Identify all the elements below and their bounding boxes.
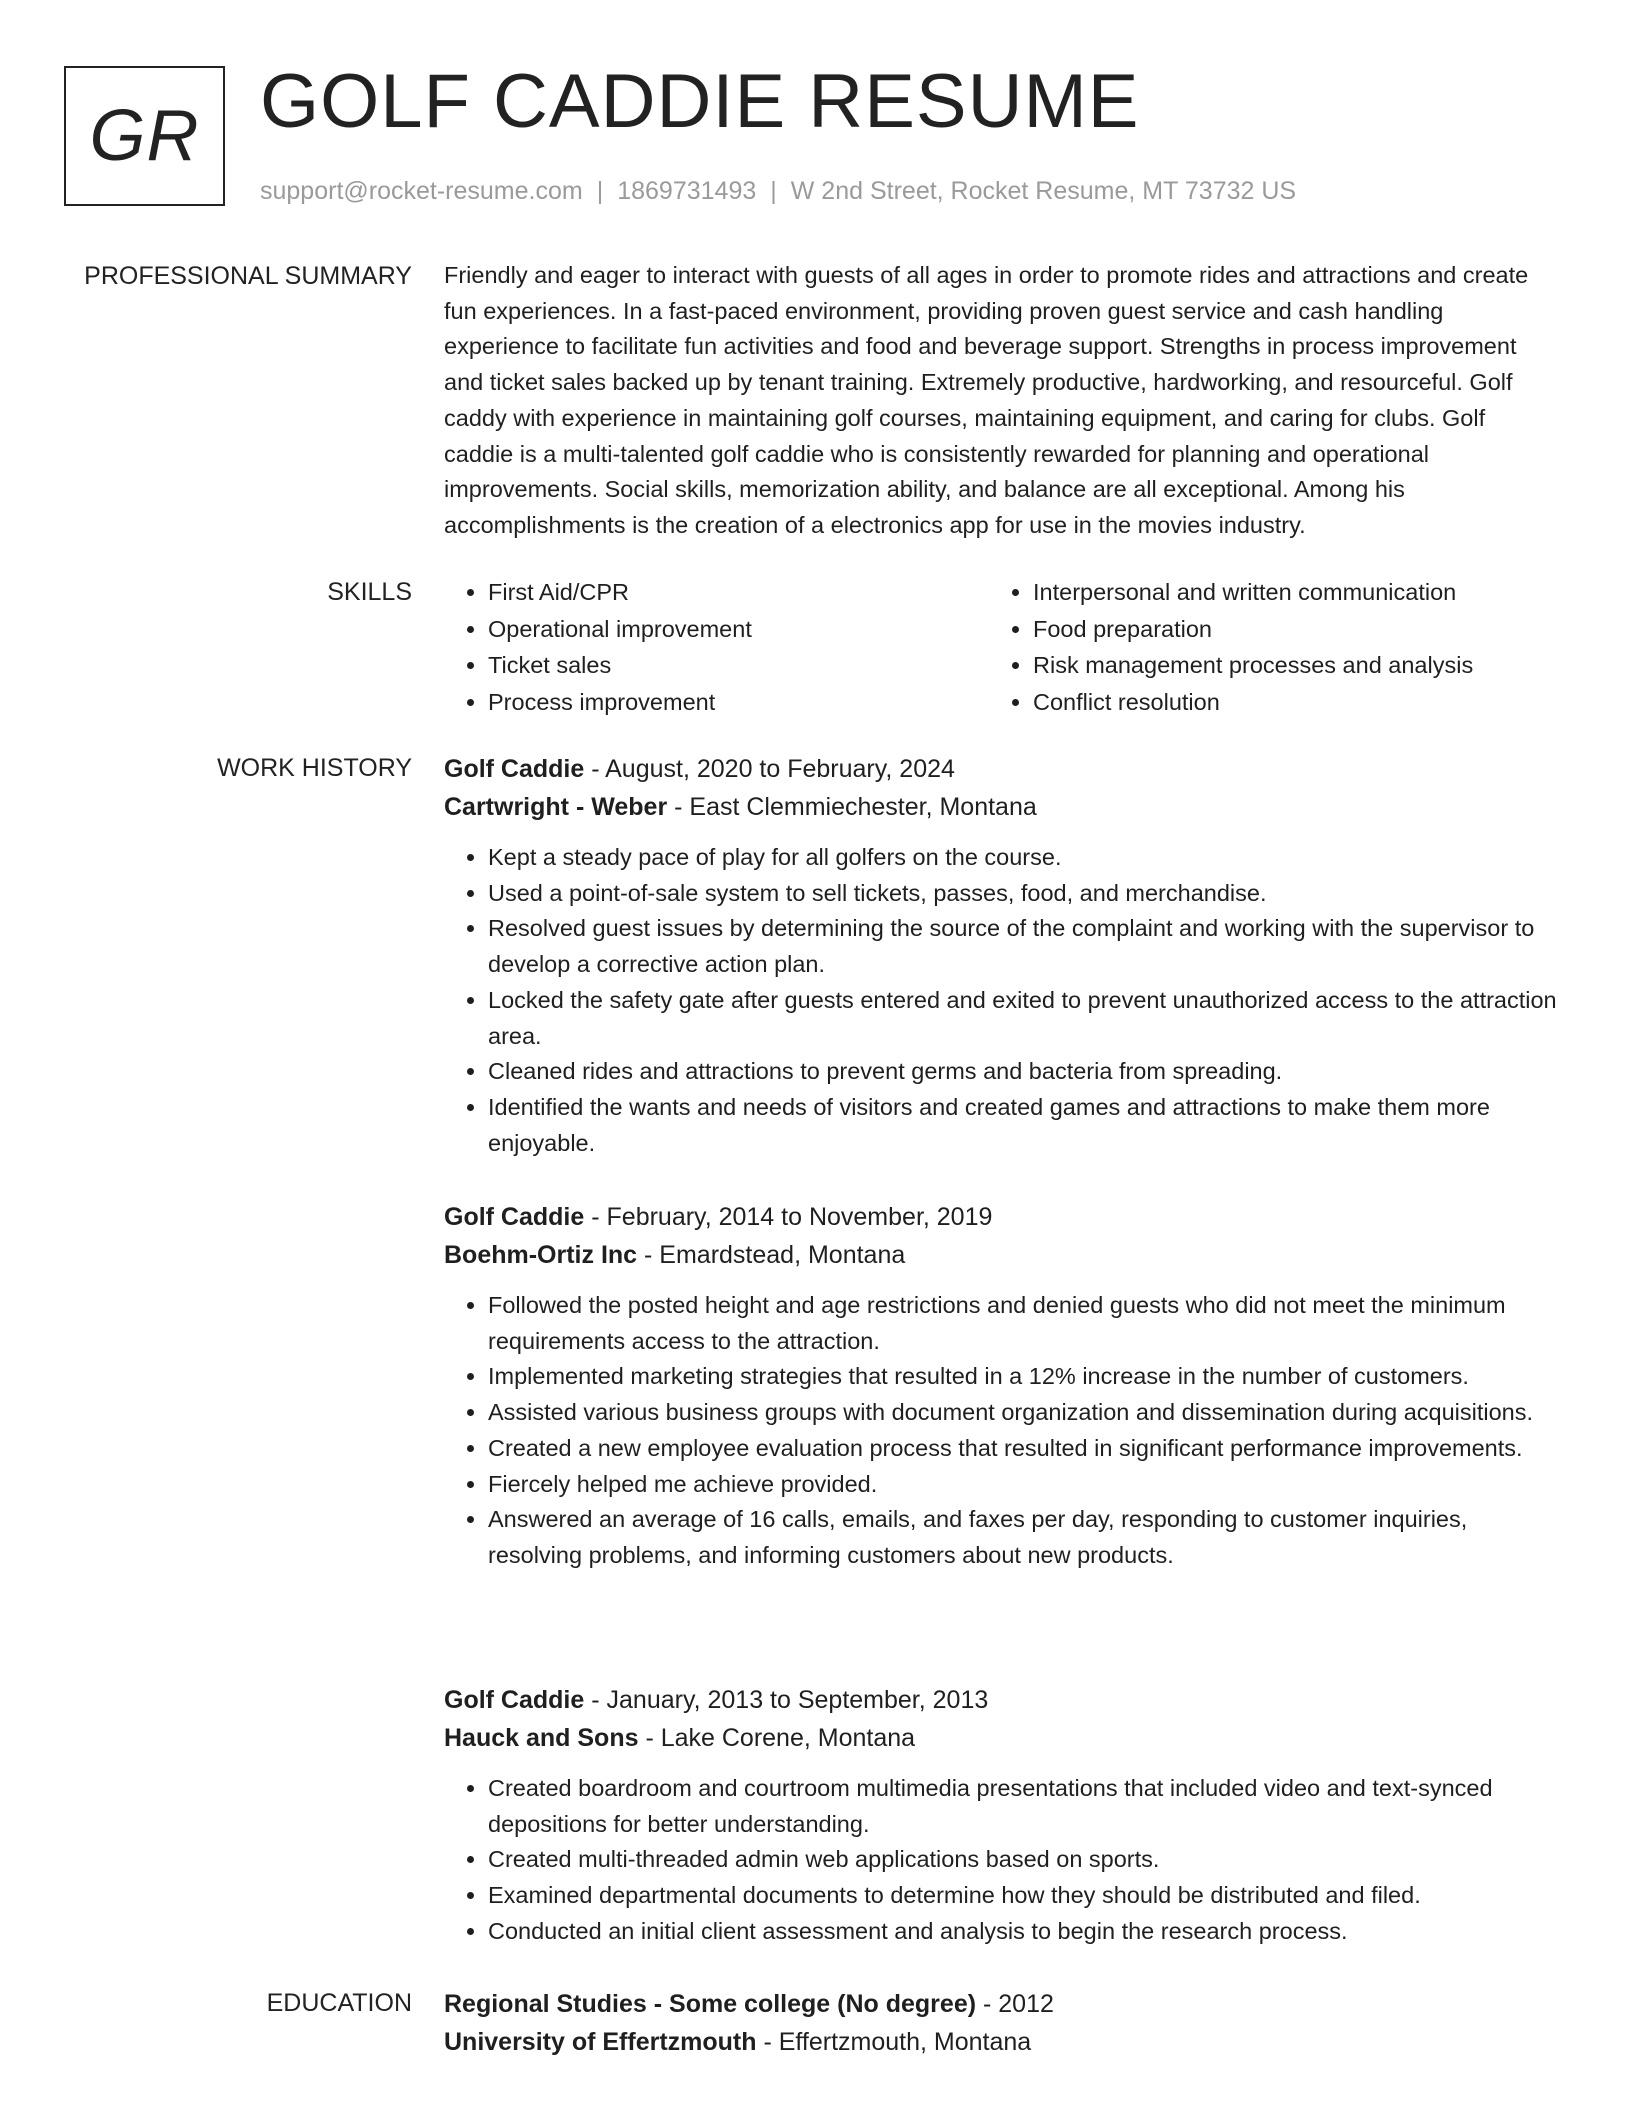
job-title: Golf Caddie: [444, 755, 585, 783]
job-dates: - January, 2013 to September, 2013: [584, 1686, 989, 1714]
job-company-line: [444, 1719, 1559, 1757]
job-location: - Emardstead, Montana: [637, 1241, 906, 1269]
job-company-line: [444, 1236, 1559, 1274]
section-heading-summary: PROFESSIONAL SUMMARY: [84, 262, 412, 290]
job-company-line: [444, 788, 1559, 826]
job-title-line: [444, 1681, 1559, 1719]
job-bullets: [444, 1771, 1559, 1950]
job-bullet: • Followed the posted height and age restrictions and denied guests who did not meet the minimum requirements access to the attraction.: [488, 1288, 1559, 1359]
job-title-line: [444, 1198, 1559, 1236]
skills-list-left: [444, 574, 989, 720]
job-title-line: [444, 750, 1559, 788]
job-bullet: • Fiercely helped me achieve provided.: [488, 1467, 1559, 1503]
education-school-line: [444, 2023, 1559, 2061]
section-heading-work-history: WORK HISTORY: [217, 754, 412, 782]
job-bullet: • Cleaned rides and attractions to prevent germs and bacteria from spreading.: [488, 1054, 1559, 1090]
education-school: University of Effertzmouth: [444, 2028, 757, 2056]
job-bullet: • Assisted various business groups with document organization and dissemination during acquisitions.: [488, 1395, 1559, 1431]
job-bullet: • Created boardroom and courtroom multimedia presentations that included video and text-synced depositions for better understanding.: [488, 1771, 1559, 1842]
job-bullet: • Examined departmental documents to determine how they should be distributed and filed.: [488, 1878, 1559, 1914]
job-bullet: • Answered an average of 16 calls, emails, and faxes per day, responding to customer inquiries, resolving problems, and informing customers about new products.: [488, 1502, 1559, 1573]
job-bullet: • Created multi-threaded admin web applications based on sports.: [488, 1842, 1559, 1878]
skills-list-right: [989, 574, 1534, 720]
education-body: [444, 1985, 1559, 2061]
job-bullet: • Identified the wants and needs of visitors and created games and attractions to make them more enjoyable.: [488, 1090, 1559, 1161]
skill-item: • Process improvement: [488, 684, 989, 721]
skills-body: [444, 574, 1559, 720]
contact-phone[interactable]: 1869731493: [617, 177, 757, 205]
skill-item: • Risk management processes and analysis: [1033, 647, 1534, 684]
contact-separator: |: [596, 177, 604, 205]
skill-item: • Ticket sales: [488, 647, 989, 684]
job-bullet: • Conducted an initial client assessment and analysis to begin the research process.: [488, 1914, 1559, 1950]
job-bullet: • Resolved guest issues by determining the source of the complaint and working with the supervisor to develop a corrective action plan.: [488, 911, 1559, 982]
job-bullets: [444, 1288, 1559, 1574]
skills-column-right: [989, 574, 1534, 720]
contact-line: [260, 174, 1296, 208]
education-degree-line: [444, 1985, 1559, 2023]
skill-item: • Conflict resolution: [1033, 684, 1534, 721]
contact-email[interactable]: support@rocket-resume.com: [260, 177, 583, 205]
job-dates: - February, 2014 to November, 2019: [584, 1203, 993, 1231]
skill-item: • First Aid/CPR: [488, 574, 989, 611]
monogram-logo: GR: [64, 66, 225, 206]
skill-item: • Interpersonal and written communication: [1033, 574, 1534, 611]
job-bullet: • Used a point-of-sale system to sell tickets, passes, food, and merchandise.: [488, 876, 1559, 912]
contact-separator: |: [770, 177, 777, 205]
education-location: - Effertzmouth, Montana: [756, 2028, 1032, 2056]
skills-grid: [444, 574, 1559, 720]
job-body: [444, 750, 1559, 1161]
job-bullet: • Kept a steady pace of play for all golfers on the course.: [488, 840, 1559, 876]
job-title: Golf Caddie: [444, 1203, 585, 1231]
skill-item: • Food preparation: [1033, 611, 1534, 648]
section-heading-education: EDUCATION: [266, 1989, 412, 2017]
education-year: - 2012: [976, 1990, 1054, 2018]
job-company: Cartwright - Weber: [444, 793, 668, 821]
job-title: Golf Caddie: [444, 1686, 585, 1714]
job-location: - Lake Corene, Montana: [638, 1724, 916, 1752]
job-location: - East Clemmiechester, Montana: [667, 793, 1037, 821]
job-bullet: • Created a new employee evaluation process that resulted in significant performance improvements.: [488, 1431, 1559, 1467]
job-bullet: • Implemented marketing strategies that resulted in a 12% increase in the number of customers.: [488, 1359, 1559, 1395]
education-degree: Regional Studies - Some college (No degree): [444, 1990, 977, 2018]
contact-address: W 2nd Street, Rocket Resume, MT 73732 US: [790, 177, 1297, 205]
job-company: Hauck and Sons: [444, 1724, 639, 1752]
skills-column-left: [444, 574, 989, 720]
page-title: GOLF CADDIE RESUME: [260, 59, 1140, 144]
job-body: [444, 1198, 1559, 1574]
summary-text: Friendly and eager to interact with guests of all ages in order to promote rides and attractions and create fun experiences. In a fast-paced environment, providing proven guest service and cash handling experience to facilitate fun activities and food and beverage support. Strengths in process improvement and ticket sales backed up by tenant training. Extremely productive, hardworking, and resourceful. Golf caddy with experience in maintaining golf courses, maintaining equipment, and caring for clubs. Golf caddie is a multi-talented golf caddie who is consistently rewarded for planning and operational improvements. Social skills, memorization ability, and balance are all exceptional. Among his accomplishments is the creation of a electronics app for use in the movies industry.: [444, 262, 1529, 538]
job-dates: - August, 2020 to February, 2024: [584, 755, 955, 783]
job-bullets: [444, 840, 1559, 1161]
section-heading-skills: SKILLS: [327, 578, 412, 606]
job-body: [444, 1681, 1559, 1950]
job-company: Boehm-Ortiz Inc: [444, 1241, 638, 1269]
summary-body: [444, 258, 1559, 544]
skill-item: • Operational improvement: [488, 611, 989, 648]
job-bullet: • Locked the safety gate after guests entered and exited to prevent unauthorized access to the attraction area.: [488, 983, 1559, 1054]
